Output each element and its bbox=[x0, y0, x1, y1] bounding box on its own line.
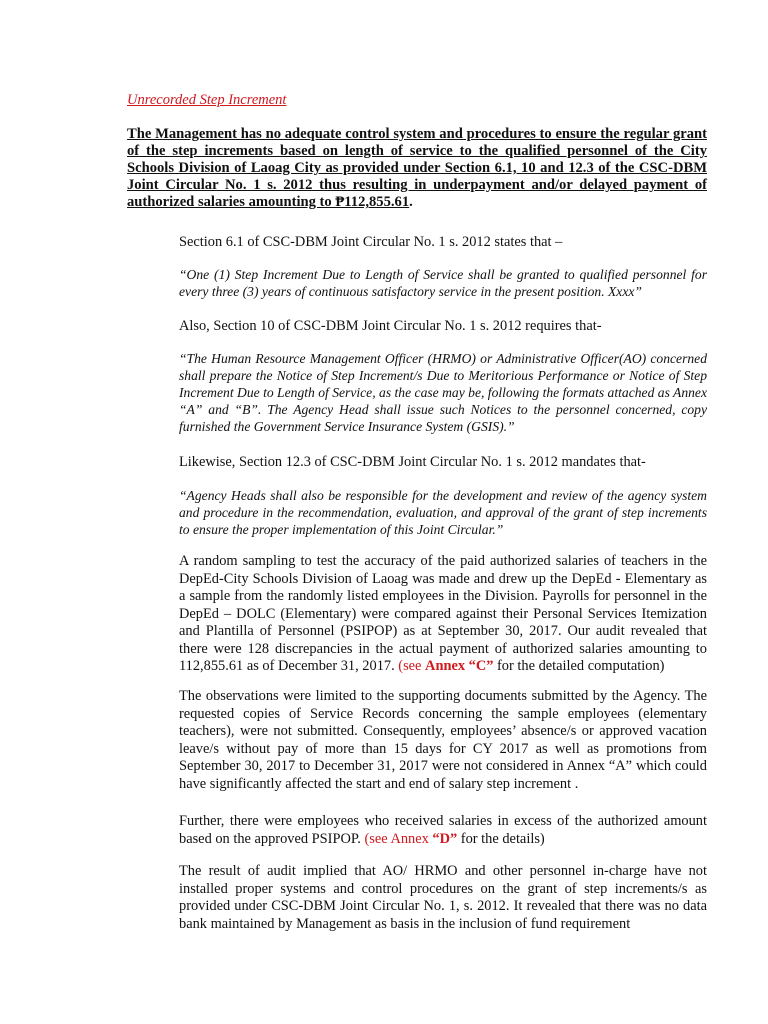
sampling-paragraph bbox=[179, 553, 707, 676]
sampling-text: A random sampling to test the accuracy of the paid authorized salaries of teachers in the DepEd-City Schools Division of Laoag was made and drew up the DepEd - Elementary as a sample from the randomly listed employees in the Division. Payrolls for personnel in the DepEd – DOLC (Elementary) were compared against their Personal Services Itemization and Plantilla of Personnel (PSIPOP) as at September 30, 2017. Our audit revealed that there were 128 discrepancies in the actual payment of authorized salaries amounting to 112,855.61 as of December 31, 2017. bbox=[179, 553, 707, 674]
result-paragraph: The result of audit implied that AO/ HRMO and other personnel in-charge have not installed proper systems and control procedures on the grant of step increments/s as provided under CSC-DBM Joint Circular No. 1, s. 2012. It revealed that there was no data bank maintained by Management as basis in the inclusion of fund requirement bbox=[179, 863, 707, 932]
audit-finding-end: . bbox=[409, 194, 413, 210]
section-heading: Unrecorded Step Increment bbox=[127, 92, 287, 108]
further-see: (see Annex bbox=[364, 830, 433, 847]
section-10-intro: Also, Section 10 of CSC-DBM Joint Circular No. 1 s. 2012 requires that- bbox=[179, 318, 602, 334]
annex-d-link[interactable]: “D” bbox=[432, 830, 458, 847]
section-12-3-quote: “Agency Heads shall also be responsible for the development and review of the agency system and procedure in the recommendation, evaluation, and approval of the grant of step increments to ensure the proper implementation of this Joint Circular.” bbox=[179, 488, 707, 537]
audit-finding-text: The Management has no adequate control system and procedures to ensure the regular grant of the step increments based on length of service to the qualified personnel of the City Schools Division of Laoag City as provided under Section 6.1, 10 and 12.3 of the CSC-DBM Joint Circular No. 1 s. 2012 thus resulting in underpayment and/or delayed payment of authorized salaries amounting to ₱112,855.61 bbox=[127, 126, 707, 210]
sampling-tail: for the detailed computation) bbox=[493, 658, 665, 674]
further-tail: for the details) bbox=[457, 830, 545, 847]
section-12-3-intro: Likewise, Section 12.3 of CSC-DBM Joint Circular No. 1 s. 2012 mandates that- bbox=[179, 454, 646, 470]
further-text: Further, there were employees who received salaries in excess of the authorized amount based on the approved PSIPOP. bbox=[179, 813, 707, 847]
observations-paragraph: The observations were limited to the supporting documents submitted by the Agency. The requested copies of Service Records concerning the sample employees (elementary teachers), were not submitted. Consequently, employees’ absence/s or approved vacation leave/s without pay of more than 15 days for CY 2017 as well as promotions from September 30, 2017 to December 31, 2017 were not considered in Annex “A” which could have significantly affected the start and end of salary step increment . bbox=[179, 688, 707, 792]
section-10-quote: “The Human Resource Management Officer (HRMO) or Administrative Officer(AO) concerned shall prepare the Notice of Step Increment/s Due to Meritorious Performance or Notice of Step Increment Due to Length of Service, as the case may be, following the formats attached as Annex “A” and “B”. The Agency Head shall issue such Notices to the personnel concerned, copy furnished the Government Service Insurance System (GSIS).” bbox=[179, 351, 707, 434]
audit-finding bbox=[127, 126, 707, 211]
annex-c-link[interactable]: Annex “C” bbox=[425, 658, 494, 674]
section-6-1-intro: Section 6.1 of CSC-DBM Joint Circular No. 1 s. 2012 states that – bbox=[179, 234, 563, 250]
further-paragraph bbox=[179, 813, 707, 848]
section-6-1-quote: “One (1) Step Increment Due to Length of Service shall be granted to qualified personnel for every three (3) years of continuous satisfactory service in the present position. Xxxx” bbox=[179, 267, 707, 299]
sampling-see: (see bbox=[398, 658, 426, 674]
